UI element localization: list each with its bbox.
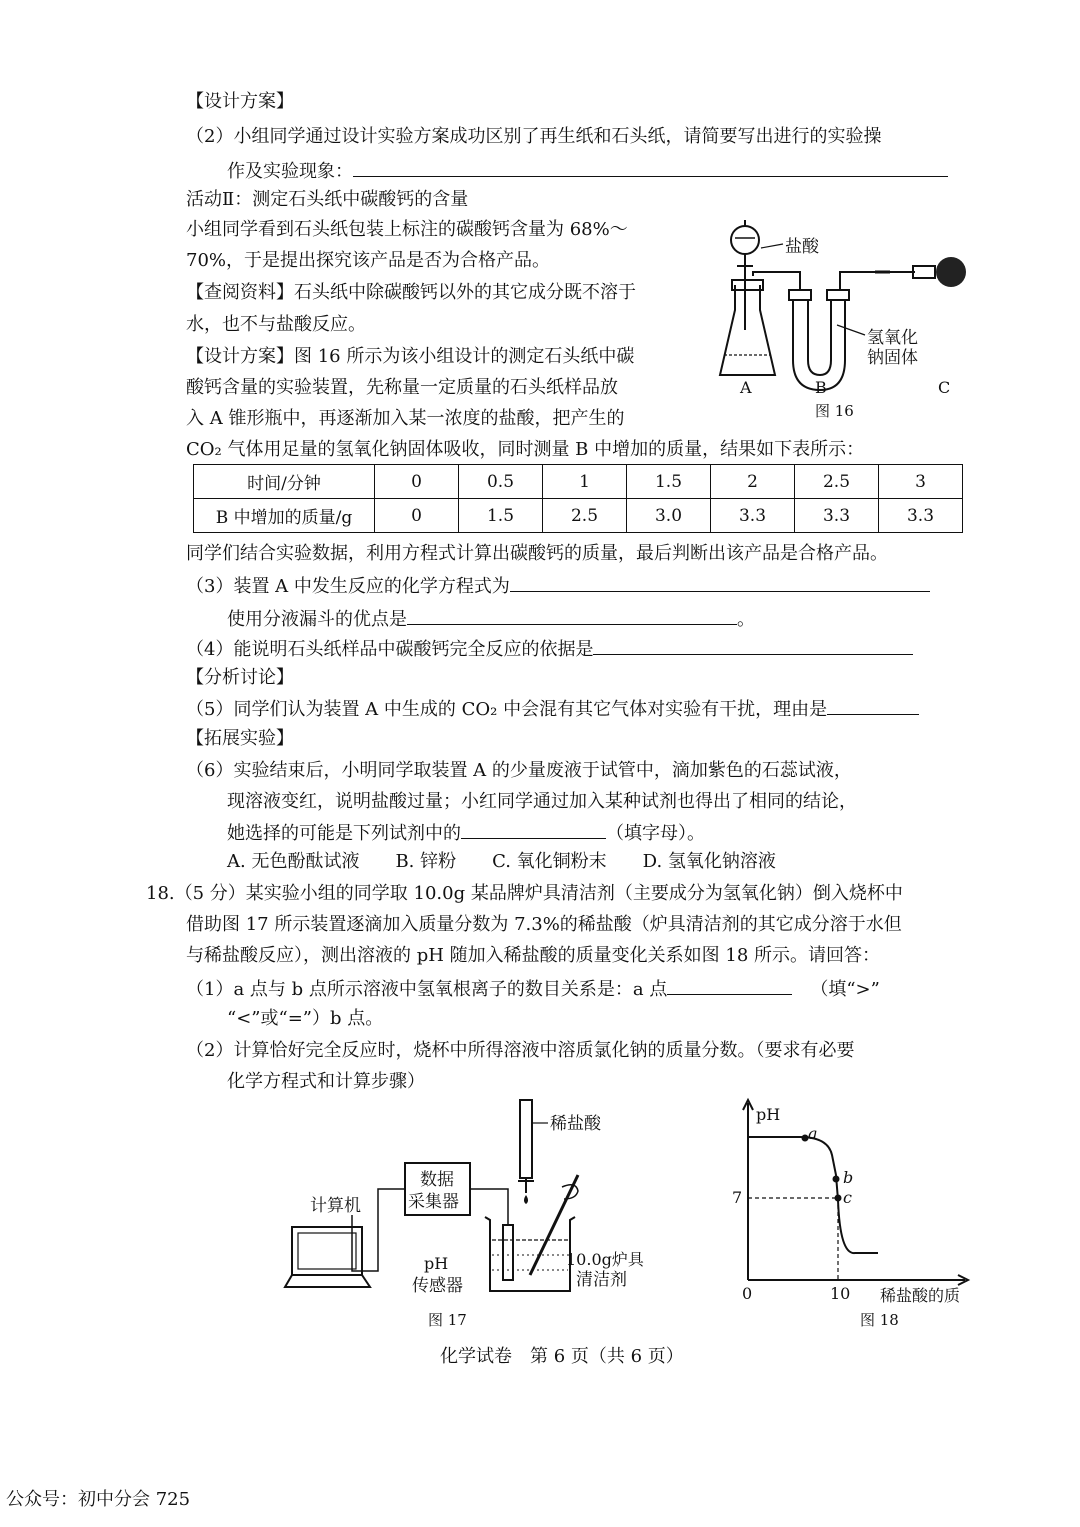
question-6-options: A. 无色酚酞试液 B. 锌粉 C. 氧化铜粉末 D. 氢氧化钠溶液	[227, 851, 776, 872]
table-cell: 0	[375, 499, 459, 533]
table-cell: 1.5	[459, 499, 543, 533]
x-tick-10: 10	[830, 1284, 851, 1303]
figure-18-ph-graph	[720, 1095, 975, 1340]
table-cell: 1.5	[627, 465, 711, 499]
section-design-heading: 【设计方案】	[186, 91, 294, 112]
label-sensor: 传感器	[412, 1276, 463, 1296]
question-6-line-3: 她选择的可能是下列试剂中的 （填字母）。	[227, 820, 705, 846]
question-18-line-1: 18.（5 分）某实验小组的同学取 10.0g 某品牌炉具清洁剂（主要成分为氢氧化钠）倒入烧杯中	[146, 883, 903, 904]
answer-blank-q2[interactable]	[353, 158, 948, 177]
figure-16-apparatus	[715, 210, 975, 425]
question-18-1-line-1: （1）a 点与 b 点所示溶液中氢氧根离子的数目关系是：a 点 （填“>”	[186, 976, 880, 1002]
question-3-line-1: （3）装置 A 中发生反应的化学方程式为	[186, 573, 930, 599]
table-cell: 3.3	[795, 499, 879, 533]
activity-2-heading: 活动Ⅱ：测定石头纸中碳酸钙的含量	[186, 189, 469, 210]
paragraph-line: 水，也不与盐酸反应。	[186, 314, 366, 335]
table-header-cell: 时间/分钟	[194, 465, 375, 499]
paragraph-line: 同学们结合实验数据，利用方程式计算出碳酸钙的质量，最后判断出该产品是合格产品。	[186, 543, 888, 564]
table-cell: 3.3	[711, 499, 795, 533]
table-row	[194, 499, 963, 533]
label-naoh-solid-1: 氢氧化	[867, 328, 918, 348]
point-b-label: b	[843, 1168, 854, 1187]
analysis-heading: 【分析讨论】	[186, 667, 294, 688]
label-cleaner-1: 10.0g炉具	[566, 1250, 644, 1269]
answer-blank-q4[interactable]	[593, 636, 913, 655]
paragraph-line: CO₂ 气体用足量的氢氧化钠固体吸收，同时测量 B 中增加的质量，结果如下表所示：	[186, 439, 865, 460]
question-2-line-2: 作及实验现象：	[227, 158, 948, 184]
point-a-label: a	[808, 1124, 818, 1143]
answer-blank-q18-1[interactable]	[667, 976, 792, 995]
label-computer: 计算机	[310, 1196, 361, 1216]
table-row	[194, 465, 963, 499]
paragraph-line: 【查阅资料】石头纸中除碳酸钙以外的其它成分既不溶于	[186, 282, 636, 303]
question-4: （4）能说明石头纸样品中碳酸钙完全反应的依据是	[186, 636, 913, 662]
page-footer: 化学试卷 第 6 页（共 6 页）	[440, 1346, 684, 1367]
table-cell: 3.3	[879, 499, 963, 533]
answer-blank-q5[interactable]	[827, 696, 919, 715]
label-collector-1: 数据	[420, 1170, 454, 1190]
label-collector-2: 采集器	[408, 1192, 459, 1212]
mass-increase-table	[193, 464, 963, 533]
table-cell: 3	[879, 465, 963, 499]
y-tick-7: 7	[732, 1188, 743, 1207]
paragraph-line: 【设计方案】图 16 所示为该小组设计的测定石头纸中碳	[186, 346, 635, 367]
question-18-line-2: 借助图 17 所示装置逐滴加入质量分数为 7.3%的稀盐酸（炉具清洁剂的其它成分溶于水但	[186, 914, 902, 935]
question-18-1-line-2: “<”或“=”）b 点。	[227, 1008, 384, 1029]
label-cleaner-2: 清洁剂	[576, 1270, 627, 1290]
question-3-line-2: 使用分液漏斗的优点是 。	[227, 606, 755, 632]
label-apparatus-a: A	[740, 378, 752, 397]
extension-heading: 【拓展实验】	[186, 728, 294, 749]
x-axis-label: 稀盐酸的质	[880, 1286, 961, 1305]
table-cell: 0.5	[459, 465, 543, 499]
label-hydrochloric-acid: 盐酸	[785, 237, 819, 257]
label-apparatus-c: C	[938, 378, 951, 397]
table-header-cell: B 中增加的质量/g	[194, 499, 375, 533]
table-cell: 3.0	[627, 499, 711, 533]
paragraph-line: 70%，于是提出探究该产品是否为合格产品。	[186, 250, 551, 271]
paragraph-line: 酸钙含量的实验装置，先称量一定质量的石头纸样品放	[186, 377, 618, 398]
table-cell: 2.5	[795, 465, 879, 499]
figure-18-caption: 图 18	[860, 1311, 899, 1329]
answer-blank-q3-equation[interactable]	[510, 573, 930, 592]
figure-17-apparatus	[280, 1095, 660, 1340]
table-cell: 0	[375, 465, 459, 499]
table-cell: 2	[711, 465, 795, 499]
question-2-line-1: （2）小组同学通过设计实验方案成功区别了再生纸和石头纸，请简要写出进行的实验操	[186, 126, 882, 147]
figure-17-caption: 图 17	[428, 1311, 467, 1329]
origin-label: 0	[742, 1284, 753, 1303]
paragraph-line: 小组同学看到石头纸包装上标注的碳酸钙含量为 68%～	[186, 219, 628, 240]
table-cell: 1	[543, 465, 627, 499]
answer-blank-q3-advantage[interactable]	[407, 606, 737, 625]
question-5: （5）同学们认为装置 A 中生成的 CO₂ 中会混有其它气体对实验有干扰，理由是	[186, 696, 919, 722]
table-cell: 2.5	[543, 499, 627, 533]
point-c-label: c	[843, 1188, 852, 1207]
label-naoh-solid-2: 钠固体	[867, 348, 918, 368]
question-6-line-1: （6）实验结束后，小明同学取装置 A 的少量废液于试管中，滴加紫色的石蕊试液，	[186, 760, 852, 781]
watermark-text: 公众号：初中分会 725	[6, 1489, 191, 1510]
label-dilute-hcl: 稀盐酸	[550, 1114, 601, 1134]
question-18-2-line-1: （2）计算恰好完全反应时，烧杯中所得溶液中溶质氯化钠的质量分数。（要求有必要	[186, 1040, 855, 1061]
question-18-line-3: 与稀盐酸反应），测出溶液的 pH 随加入稀盐酸的质量变化关系如图 18 所示。请回答：	[186, 945, 881, 966]
question-6-line-2: 现溶液变红，说明盐酸过量；小红同学通过加入某种试剂也得出了相同的结论，	[227, 791, 857, 812]
y-axis-label: pH	[756, 1105, 781, 1124]
figure-16-caption: 图 16	[815, 402, 854, 420]
label-ph: pH	[424, 1254, 449, 1273]
label-apparatus-b: B	[815, 378, 827, 397]
answer-blank-q6[interactable]	[461, 820, 606, 839]
paragraph-line: 入 A 锥形瓶中，再逐渐加入某一浓度的盐酸，把产生的	[186, 408, 625, 429]
question-18-2-line-2: 化学方程式和计算步骤）	[227, 1071, 425, 1092]
